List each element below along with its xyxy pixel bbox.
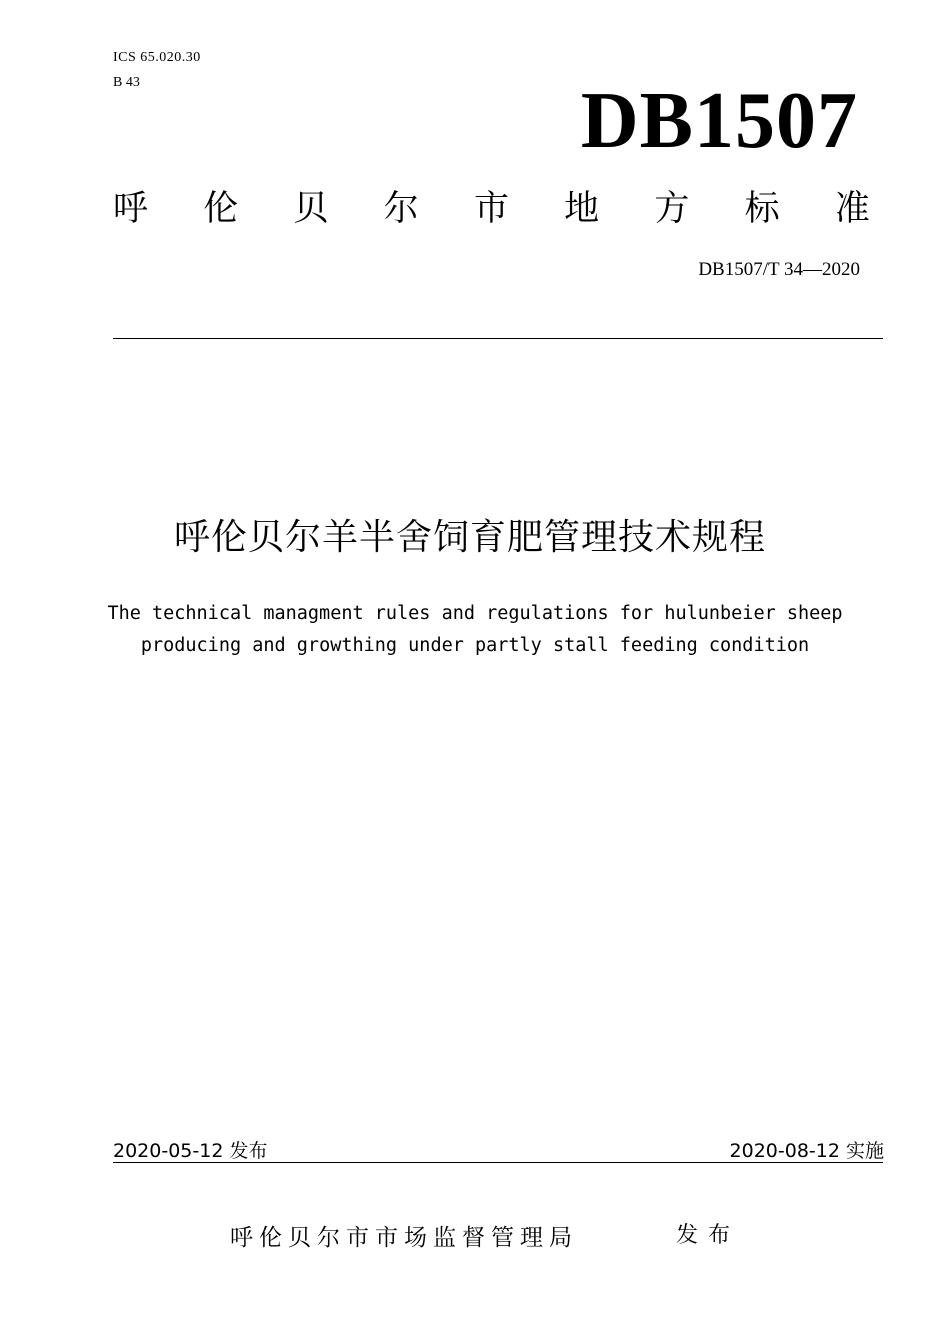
implement-date: 2020-08-12 实施 [729, 1140, 884, 1162]
footer-divider [113, 1162, 883, 1163]
standard-type-char: 地 [564, 189, 600, 229]
standard-number: DB1507/T 34—2020 [698, 259, 860, 280]
english-title-line-1: The technical managment rules and regulations for hulunbeier sheep [107, 603, 843, 624]
publish-date: 2020-05-12 发布 [113, 1140, 268, 1162]
standard-type-char: 标 [744, 189, 780, 229]
standard-type-char: 尔 [383, 189, 419, 229]
standard-type-char: 贝 [293, 189, 329, 229]
standard-type-char: 准 [834, 189, 870, 229]
standard-type-char: 方 [654, 189, 690, 229]
standard-type-char: 呼 [113, 189, 149, 229]
standard-type-heading [113, 187, 870, 231]
issuing-authority: 呼伦贝尔市市场监督管理局 [230, 1225, 578, 1251]
standard-type-char: 伦 [203, 189, 239, 229]
english-title-line-2: producing and growthing under partly stall feeding condition [140, 635, 810, 656]
document-title-english [0, 598, 950, 662]
standard-type-char: 市 [473, 189, 509, 229]
document-title-chinese: 呼伦贝尔羊半舍饲育肥管理技术规程 [173, 517, 766, 558]
header-divider [113, 338, 883, 339]
issue-label: 发布 [676, 1223, 741, 1248]
ics-code: ICS 65.020.30 [113, 50, 201, 65]
standard-code-logo: DB1507 [580, 77, 858, 165]
ccs-code: B 43 [113, 75, 140, 90]
